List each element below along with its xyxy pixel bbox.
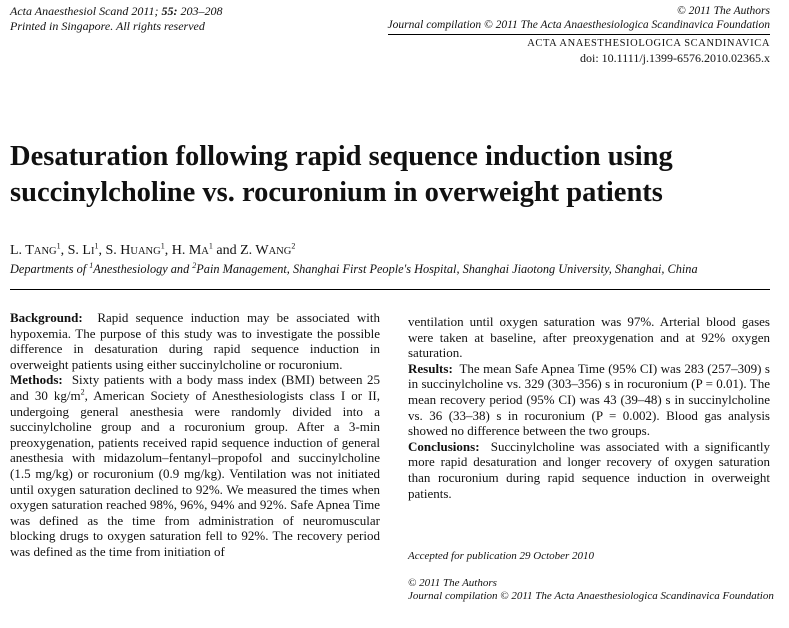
conclusions-text: Succinylcholine was associated with a significantly more rapid desaturation and longer recovery of oxygen saturation than rocuronium during rapid sequence induction in overweight patients. — [408, 438, 771, 501]
author: H. $MA^1$ — [171, 241, 213, 258]
results-text: The mean Safe Apnea Time (95% CI) was 283 (257–309) s in succinylcholine vs. 329 (303–356) s in rocuronium (P = 0.01). The mean recovery period (95% CI) was 43 (39–48) s in succinylcholine vs. 36 (33–38) s in rocuronium (P = 0.002). Blood gas analysis showed no difference between the two groups. — [408, 360, 770, 439]
compilation-line: Journal compilation © 2011 The Acta Anaesthesiologica Scandinavica Foundation — [387, 19, 770, 31]
conclusions-label: Conclusions: — [408, 438, 480, 454]
results-label: Results: — [408, 360, 453, 376]
doi: doi: 10.1111/j.1399-6576.2010.02365.x — [580, 51, 770, 65]
affiliation: Departments of $^1$Anesthesiology and $^2$Pain Management, Shanghai First People's Hospital, Shanghai Jiaotong University, Shanghai, China — [10, 260, 698, 276]
methods-continued: ventilation until oxygen saturation was 97%. Arterial blood gases were taken at baseline, after preoxygenation and at 92% oxygen saturation. — [408, 314, 770, 361]
methods-label: Methods: — [10, 372, 63, 388]
citation-line — [10, 4, 223, 19]
author: Z. WANG$^2$ — [240, 241, 296, 258]
title-line-2: succinylcholine vs. rocuronium in overweight patients — [10, 177, 663, 208]
citation-journal: Acta Anaesthesiol Scand 2011; — [10, 4, 159, 18]
abstract-right-column — [408, 314, 770, 501]
author-list: L. TANG$^1$, S. $LI^1$, S. HUANG$^1$, H. $MA^1$ and Z. WANG$^2$ — [10, 241, 296, 258]
abstract-left-column — [10, 310, 380, 560]
header-rule — [388, 34, 770, 35]
results-paragraph — [408, 361, 770, 439]
citation-pages: 203–208 — [177, 4, 223, 18]
background-text: Rapid sequence induction may be associated with hypoxemia. The purpose of this study was to investigate the possible difference in desaturation during rapid sequence induction in overweight patients using either succinylcholine or rocuronium. — [10, 310, 381, 372]
copyright-header — [388, 4, 770, 65]
accepted-date: Accepted for publication 29 October 2010 — [408, 550, 595, 562]
background-label: Background: — [10, 310, 83, 325]
footer-copyright — [408, 577, 774, 603]
copyright-line: © 2011 The Authors — [677, 5, 770, 17]
methods-text-b: , American Society of Anesthesiologists class I or II, undergoing general anesthesia were randomly divided into a succinylcholine group and a rocuronium group. After a 3-min preoxygenation, patients received rapid sequence induction of general anesthesia with midazolum–fentanyl–propofol and succinylcholine (1.5 mg/kg) or rocuronium (0.9 mg/kg). Ventilation was not initiated until oxygen saturation declined to 92%. We measured the times when oxygen saturation reached 98%, 96%, 94% and 92%. Safe Apnea Time was defined as the time from administration of neuromuscular blocking drugs to oxygen saturation fell to 92%. The recovery period was defined as the time from initiation of — [10, 387, 380, 559]
footer-copyright-line: © 2011 The Authors — [408, 577, 497, 589]
article-title — [10, 139, 770, 211]
author: L. TANG$^1$ — [10, 241, 61, 258]
author: S. $LI^1$ — [67, 241, 99, 258]
background-paragraph — [10, 310, 380, 372]
conclusions-paragraph — [408, 439, 770, 501]
journal-name: ACTA ANAESTHESIOLOGICA SCANDINAVICA — [527, 38, 770, 49]
citation-header — [10, 4, 223, 34]
footer-compilation-line: Journal compilation © 2011 The Acta Anaesthesiologica Scandinavica Foundation — [408, 590, 774, 602]
author: S. HUANG$^1$ — [105, 241, 165, 258]
citation-volume: 55: — [161, 4, 178, 18]
methods-text-a: Sixty patients with a body mass index (BMI) between 25 and 30 kg/m — [10, 372, 380, 403]
methods-paragraph: Methods: Sixty patients with a body mass index (BMI) between 25 and 30 $kg/m^2$, American Society of Anesthesiologists class I or II, undergoing general anesthesia were randomly divided into a succinylcholine group and a rocuronium group. After a 3-min preoxygenation, patients received rapid sequence induction of general anesthesia with midazolum–fentanyl–propofol and succinylcholine (1.5 mg/kg) or rocuronium (0.9 mg/kg). Ventilation was not initiated until oxygen saturation declined to 92%. We measured the times when oxygen saturation reached 98%, 96%, 94% and 92%. Safe Apnea Time was defined as the time from administration of neuromuscular blocking drugs to oxygen saturation fell to 92%. The recovery period was defined as the time from initiation of — [10, 372, 380, 559]
title-line-1: Desaturation following rapid sequence induction using — [10, 141, 673, 172]
section-divider — [10, 289, 770, 290]
printed-line: Printed in Singapore. All rights reserved — [10, 19, 205, 33]
